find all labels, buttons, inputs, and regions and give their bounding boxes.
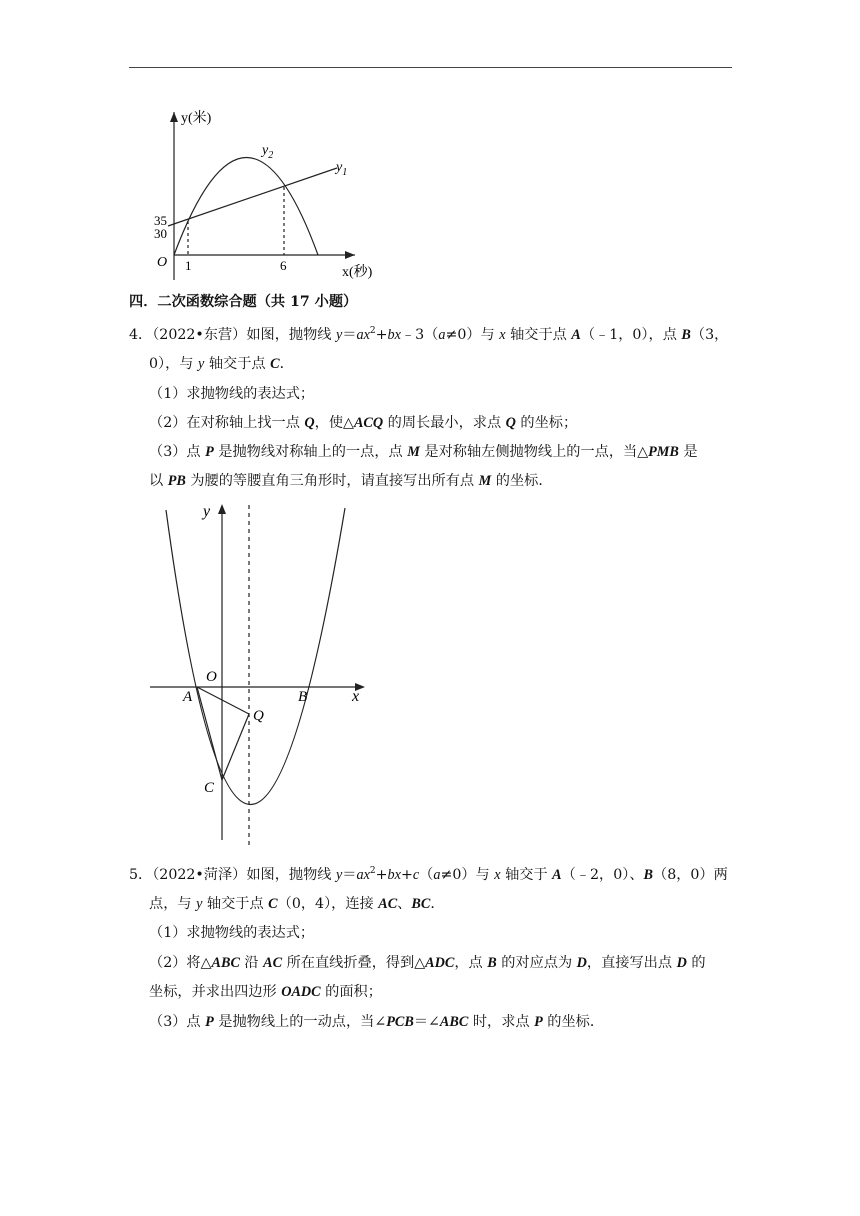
problem-5-question-3: （3）点 P 是抛物线上的一动点，当∠PCB＝∠ABC 时，求点 P 的坐标． (149, 1014, 605, 1030)
figure-2-graph (145, 500, 385, 850)
point-C-label: C (204, 780, 215, 796)
y1-label: $y_1$ (336, 160, 348, 178)
problem-5-question-1: （1）求抛物线的表达式； (149, 925, 315, 941)
y-tick-30: 30 (154, 226, 167, 241)
x-axis-label: x (352, 688, 360, 705)
y2-parabola (174, 158, 318, 256)
y1-line (168, 168, 337, 226)
y-tick-35: 35 (154, 213, 167, 228)
problem-5-line-2: 点，与 y 轴交于点 C（0，4），连接 AC、BC． (149, 896, 445, 912)
problem-4-question-3-cont: 以 PB 为腰的等腰直角三角形时，请直接写出所有点 M 的坐标． (149, 473, 553, 489)
point-B-label: B (298, 689, 308, 705)
parabola (166, 508, 345, 805)
x-axis-label: x(秒) (342, 265, 373, 280)
origin-label: O (157, 255, 168, 270)
problem-5-question-2-cont: 坐标，并求出四边形 OADC 的面积； (149, 984, 382, 1000)
segment-AQ (197, 687, 249, 714)
y2-label: $y_2$ (262, 143, 274, 161)
segment-AC (197, 687, 222, 780)
point-Q-label: Q (253, 708, 264, 724)
segment-CQ (222, 714, 249, 780)
problem-5-line-1: 5．（2022•菏泽）如图，抛物线 $y=ax^2+bx+c(a\ne 0)$与 x 轴交于 A（﹣2，0）、B（8，0）两 (129, 866, 728, 883)
problem-4-line-1: 4．（2022•东营）如图，抛物线 $y=ax^2+bx﹣3(a\ne 0)$与 x 轴交于点 A（﹣1，0），点 B（3， (129, 326, 729, 343)
section-title: 四．二次函数综合题（共 17 小题） (129, 294, 358, 310)
point-A-label: A (183, 689, 193, 705)
y-axis-label: y (203, 503, 211, 520)
header-rule (129, 67, 732, 68)
problem-4-question-3: （3）点 P 是抛物线对称轴上的一点，点 M 是对称轴左侧抛物线上的一点，当△PMB 是 (149, 444, 698, 460)
x-tick-1: 1 (185, 258, 192, 273)
origin-label: O (206, 669, 217, 685)
problem-4-line-2: 0），与 y 轴交于点 C． (149, 356, 294, 372)
problem-5-question-2: （2）将△ABC 沿 AC 所在直线折叠，得到△ADC，点 B 的对应点为 D，直接写出点 D 的 (149, 955, 706, 971)
problem-4-question-2: （2）在对称轴上找一点 Q，使△ACQ 的周长最小，求点 Q 的坐标； (149, 415, 578, 431)
figure-1-graph (150, 102, 390, 282)
x-tick-6: 6 (280, 258, 287, 273)
problem-4-question-1: （1）求抛物线的表达式； (149, 386, 315, 402)
y-axis-label: y(米) (181, 111, 212, 126)
